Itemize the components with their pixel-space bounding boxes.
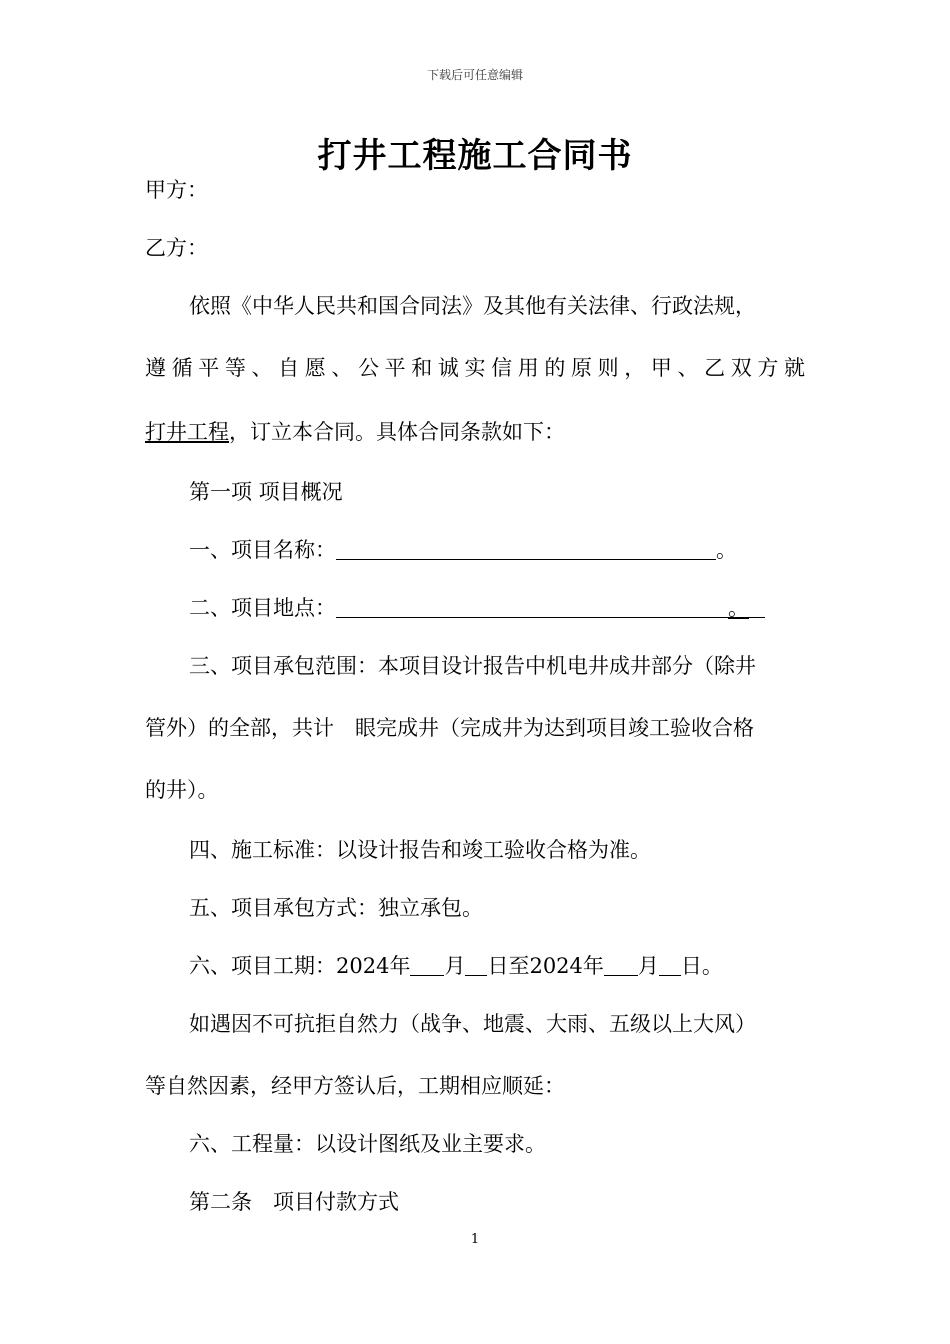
intro-line-2-char: 双 bbox=[730, 356, 752, 380]
section2-heading: 第二条 项目付款方式 bbox=[189, 1190, 399, 1214]
intro-line-2-char: 乙 bbox=[704, 356, 726, 380]
intro-line-2-char: 信 bbox=[491, 356, 513, 380]
duration-prefix: 六、项目工期：2024年 bbox=[189, 954, 411, 978]
start-day-blank[interactable] bbox=[465, 955, 487, 976]
project-location-blank[interactable] bbox=[336, 597, 728, 618]
intro-line-2-char: 平 bbox=[198, 356, 220, 380]
project-name-underlined: 打井工程 bbox=[145, 420, 229, 444]
construction-standard: 四、施工标准：以设计报告和竣工验收合格为准。 bbox=[189, 838, 651, 862]
intro-line-2-char: 循 bbox=[171, 356, 193, 380]
intro-line-2-char: 、 bbox=[331, 356, 353, 380]
intro-line-2-char: 和 bbox=[411, 356, 433, 380]
intro-line-3-rest: ，订立本合同。具体合同条款如下： bbox=[229, 420, 565, 444]
intro-line-3 bbox=[145, 416, 565, 446]
duration-day-2: 日。 bbox=[680, 954, 723, 978]
intro-line-2-char: 、 bbox=[677, 356, 699, 380]
intro-line-2-char: 等 bbox=[224, 356, 246, 380]
project-name-end: 。 bbox=[716, 538, 737, 562]
end-day-blank[interactable] bbox=[659, 955, 681, 976]
project-location-tail-blank bbox=[749, 597, 765, 618]
section1-heading: 第一项 项目概况 bbox=[189, 480, 343, 504]
force-majeure-line-1: 如遇因不可抗拒自然力（战争、地震、大雨、五级以上大风） bbox=[189, 1012, 756, 1036]
end-month-blank[interactable] bbox=[604, 955, 638, 976]
intro-line-2-char: 就 bbox=[784, 356, 805, 380]
party-b-label: 乙方： bbox=[145, 236, 208, 260]
intro-line-2-char: 诚 bbox=[437, 356, 459, 380]
project-location-row bbox=[189, 592, 765, 622]
header-note: 下载后可任意编辑 bbox=[426, 68, 523, 82]
project-duration-row bbox=[189, 950, 723, 980]
scope-line-3: 的井）。 bbox=[145, 778, 219, 802]
start-month-blank[interactable] bbox=[410, 955, 444, 976]
document-title: 打井工程施工合同书 bbox=[317, 136, 633, 176]
intro-line-2-char: 实 bbox=[464, 356, 486, 380]
project-location-label: 二、项目地点： bbox=[189, 596, 336, 620]
intro-line-2-char: 则 bbox=[597, 356, 619, 380]
intro-line-2-char: 原 bbox=[571, 356, 592, 380]
intro-line-2-char: 自 bbox=[278, 356, 300, 380]
duration-day-1: 日至2024年 bbox=[487, 954, 604, 978]
scope-line-1: 三、项目承包范围：本项目设计报告中机电井成井部分（除井 bbox=[189, 654, 756, 678]
project-name-blank[interactable] bbox=[336, 539, 716, 560]
intro-line-2-char: 遵 bbox=[145, 356, 166, 380]
scope-line-2: 管外）的全部，共计 眼完成井（完成井为达到项目竣工验收合格 bbox=[145, 716, 754, 740]
intro-line-2-char: 愿 bbox=[304, 356, 326, 380]
intro-line-2-char: 公 bbox=[358, 356, 379, 380]
project-name-label: 一、项目名称： bbox=[189, 538, 336, 562]
intro-line-2-char: ， bbox=[624, 356, 646, 380]
intro-line-2-char: 、 bbox=[251, 356, 273, 380]
intro-line-2-char: 的 bbox=[544, 356, 566, 380]
duration-month-2: 月 bbox=[637, 954, 659, 978]
intro-line-1: 依照《中华人民共和国合同法》及其他有关法律、行政法规， bbox=[189, 294, 756, 318]
project-location-end: 。 bbox=[728, 596, 749, 620]
intro-line-2-char: 方 bbox=[757, 356, 779, 380]
intro-line-2-char: 平 bbox=[384, 356, 406, 380]
intro-line-2 bbox=[145, 352, 805, 382]
intro-line-2-char: 甲 bbox=[650, 356, 672, 380]
work-quantity: 六、工程量：以设计图纸及业主要求。 bbox=[189, 1132, 546, 1156]
project-name-row bbox=[189, 534, 737, 564]
duration-month-1: 月 bbox=[444, 954, 466, 978]
contracting-method: 五、项目承包方式：独立承包。 bbox=[189, 896, 483, 920]
intro-line-2-char: 用 bbox=[517, 356, 539, 380]
force-majeure-line-2: 等自然因素，经甲方签认后，工期相应顺延： bbox=[145, 1074, 565, 1098]
page-number: 1 bbox=[470, 1232, 480, 1247]
party-a-label: 甲方： bbox=[145, 178, 208, 202]
